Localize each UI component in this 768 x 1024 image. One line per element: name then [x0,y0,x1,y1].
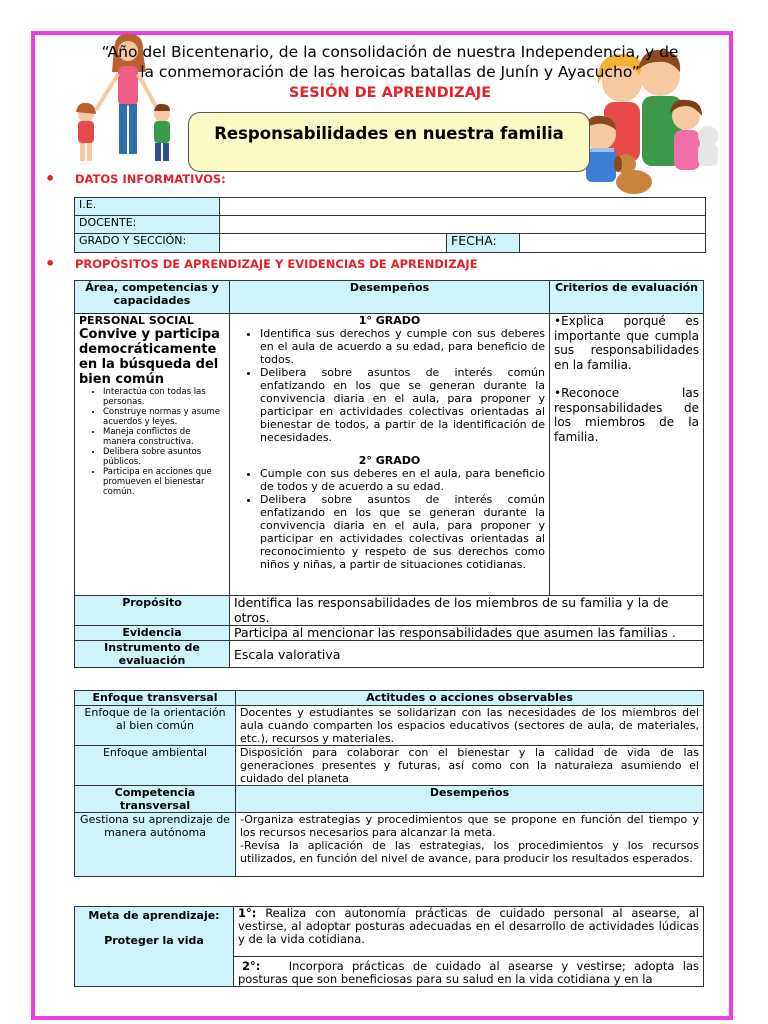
session-label: SESIÓN DE APRENDIZAJE [288,85,492,101]
competencia-transversal-text [236,813,704,877]
desempenos-cell [230,314,550,596]
meta-table [74,906,704,987]
list-item: • Identifica sus derechos y cumple con sus deberes en el aula de acuerdo a su edad, para beneficio de todos. [260,327,545,366]
competencia-transversal-name: Gestiona su aprendizaje de manera autónoma [75,813,236,877]
list-item: • Maneja conflictos de manera constructiva. [103,427,225,447]
meta-grade2-text: Incorpora prácticas de cuidado al asearse y vestirse; adopta las posturas que son beneficiosas para su salud en la vida cotidiana y en la [238,959,700,986]
family-illustration-left [66,18,186,168]
enfoque-header: Enfoque transversal [75,691,236,706]
meta-grade1 [234,907,704,957]
section-propositos-heading [45,254,478,273]
bullet-icon: • [45,169,56,188]
evidencia-label: Evidencia [75,626,230,641]
info-fecha-value[interactable] [520,234,706,253]
info-table [74,197,706,253]
enfoque-row-name: Enfoque de la orientación al bien común [75,706,236,746]
list-item: • Delibera sobre asuntos de interés común enfatizando en los que se generan durante la convivencia diaria en el aula, para proponer y participar en actividades colectivas orientadas al reconocimiento y respeto de sus derechos como niños y niñas, a partir de situaciones cotidianas. [260,493,545,571]
info-grado-label: GRADO Y SECCIÓN: [75,234,220,253]
enfoque-row-text: Docentes y estudiantes se solidarizan con las necesidades de los miembros del aula cuando comparten los espacios educativos (sectores de aula, de materiales, etc.), recursos y materiales. [236,706,704,746]
meta-grade2 [234,957,704,987]
session-title: Responsabilidades en nuestra familia [188,112,590,172]
instrumento-value: Escala valorativa [230,641,704,668]
section-datos-heading [45,169,226,188]
col-header-criterios: Criterios de evaluación [550,281,704,314]
info-ie-label: I.E. [75,198,220,216]
meta-grade2-label: 2°: [242,959,261,973]
criterio-item: •Reconoce las responsabilidades de los miembros de la familia. [554,386,699,444]
list-item: • Interactúa con todas las personas. [103,387,225,407]
col-header-desempenos: Desempeños [230,281,550,314]
header-line-2: la conmemoración de las heroicas batallas de Junín y Ayacucho” [140,63,640,81]
proposito-label: Propósito [75,596,230,626]
capacidades-list [79,387,225,497]
enfoque-table [74,690,704,877]
desempeno-line: -Organiza estrategias y procedimientos que se propone en función del tiempo y los recursos necesarios para alcanzar la meta. [240,813,699,839]
info-grado-value[interactable] [220,234,447,253]
list-item: • Delibera sobre asuntos de interés común enfatizando en los que se generan durante la convivencia diaria en el aula, para proponer y participar en actividades colectivas orientadas al bienestar de todos, a partir de la identificación de necesidades. [260,366,545,444]
info-docente-label: DOCENTE: [75,216,220,234]
meta-label-cell [75,907,234,987]
meta-goal: Proteger la vida [104,934,204,947]
grade2-label: 2° GRADO [358,454,421,467]
enfoque-row-name: Enfoque ambiental [75,746,236,786]
evidencia-value: Participa al mencionar las responsabilidades que asumen las familias . [230,626,704,641]
meta-grade1-label: 1°: [238,906,257,920]
actitudes-header: Actitudes o acciones observables [236,691,704,706]
section-propositos-label: PROPÓSITOS DE APRENDIZAJE Y EVIDENCIAS DE APRENDIZAJE [75,257,478,271]
purpose-table [74,280,704,668]
grade2-list [234,467,545,571]
area-name: PERSONAL SOCIAL [79,314,194,327]
enfoque-row-text: Disposición para colaborar con el bienestar y la calidad de vida de las generaciones presentes y futuras, así como con la naturaleza asumiendo el cuidado del planeta [236,746,704,786]
grade1-list [234,327,545,444]
list-item: • Participa en acciones que promueven el bienestar común. [103,467,225,497]
bullet-icon: • [45,254,56,273]
list-item: • Construye normas y asume acuerdos y leyes. [103,407,225,427]
criterio-item: •Explica porqué es importante que cumpla sus responsabilidades en la familia. [554,314,699,372]
info-docente-value[interactable] [220,216,706,234]
grade1-label: 1° GRADO [358,314,421,327]
area-cell [75,314,230,596]
desempenos-transversal-header: Desempeños [236,786,704,813]
col-header-area: Área, competencias y capacidades [75,281,230,314]
meta-label: Meta de aprendizaje: [88,909,220,922]
list-item: • Cumple con sus deberes en el aula, para beneficio de todos y de acuerdo a su edad. [260,467,545,493]
list-item: • Delibera sobre asuntos públicos. [103,447,225,467]
competencia-name: Convive y participa democráticamente en la búsqueda del bien común [79,327,220,387]
criterios-cell [550,314,704,596]
info-ie-value[interactable] [220,198,706,216]
instrumento-label: Instrumento de evaluación [75,641,230,668]
desempeno-line: -Revisa la aplicación de las estrategias, los procedimientos y los recursos utilizados, en función del nivel de avance, para producir los resultados esperados. [240,839,699,865]
section-datos-label: DATOS INFORMATIVOS: [75,172,226,186]
proposito-value: Identifica las responsabilidades de los miembros de su familia y la de otros. [230,596,704,626]
info-fecha-label: FECHA: [447,234,520,253]
meta-grade1-text: Realiza con autonomía prácticas de cuidado personal al asearse, al vestirse, al adoptar posturas adecuadas en el desarrollo de actividades lúdicas y de la vida cotidiana. [238,906,700,946]
competencia-transversal-header: Competencia transversal [75,786,236,813]
header-line-1: “Año del Bicentenario, de la consolidación de nuestra Independencia, y de [101,43,679,61]
